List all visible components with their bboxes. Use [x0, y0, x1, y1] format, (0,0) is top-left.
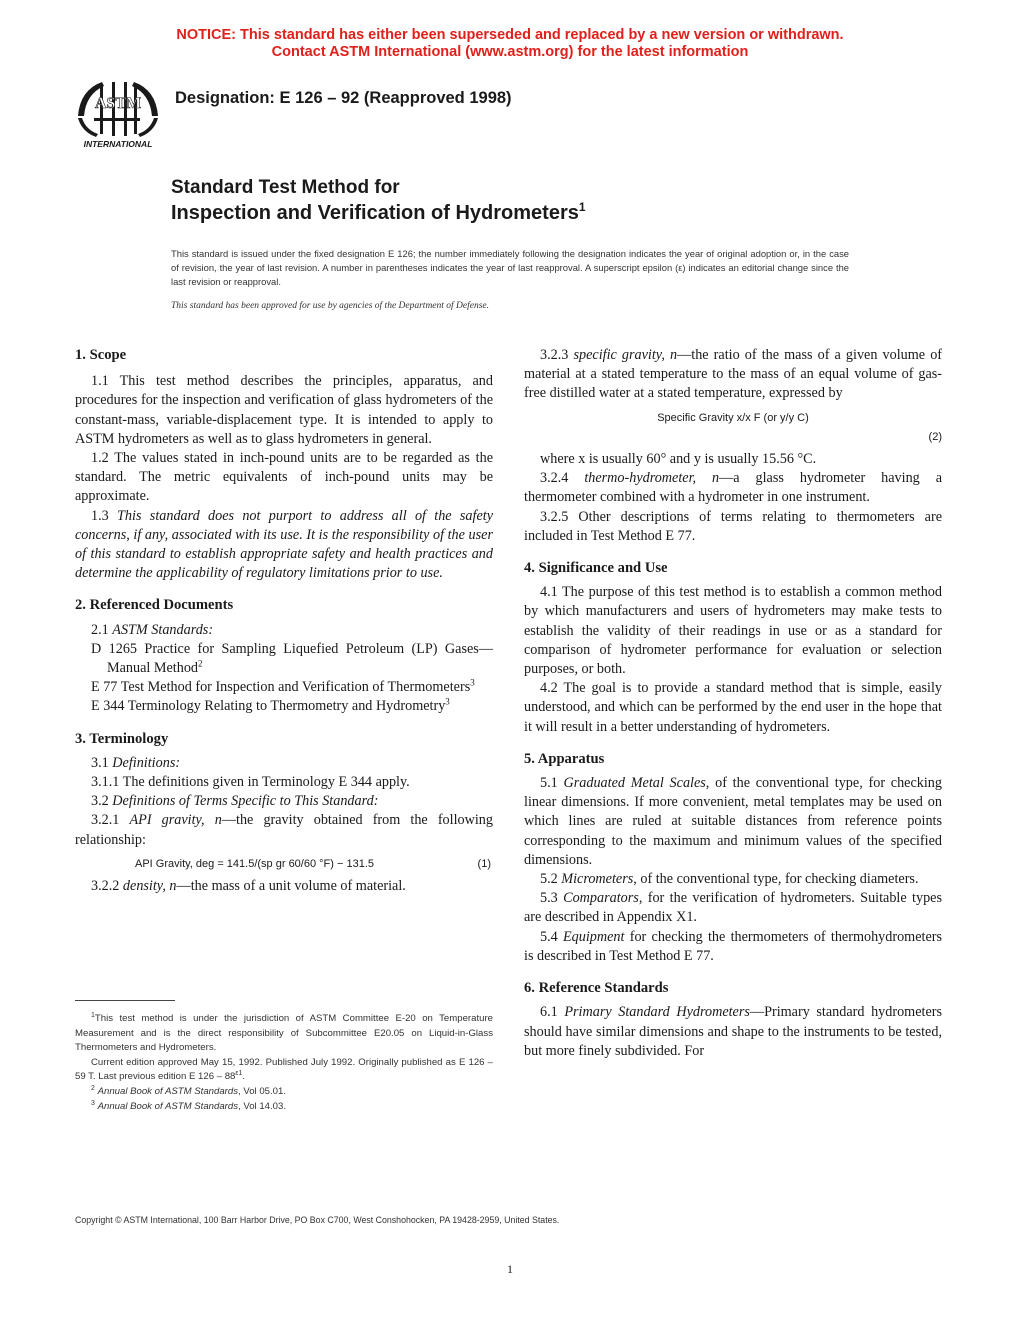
footnote-1-edition: Current edition approved May 15, 1992. Published July 1992. Originally published as E 126 – 59 T. Last previous edition E $126 - 88^{\varepsilon 1}$.	[75, 1056, 493, 1083]
footnote-3-mark: 3	[91, 1099, 95, 1107]
notice-line-1: NOTICE: This standard has either been superseded and replaced by a new version or withdrawn.	[176, 27, 844, 43]
para-3-2-3-term: specific gravity, n	[573, 347, 678, 363]
supersession-notice	[0, 27, 1020, 61]
para-3-2-3-text: —the ratio of the mass of a given volume of material at a stated temperature to the mass of an equal volume of gas-free distilled water at a stated temperature, expressed by	[524, 347, 943, 402]
equation-2: Specific Gravity x/x F (or y/y C)	[657, 411, 809, 424]
notice-line-2: Contact ASTM International (www.astm.org) for the latest information	[271, 44, 749, 60]
astm-logo-international: INTERNATIONAL	[83, 139, 153, 149]
para-6-1-term: Primary Standard Hydrometers	[564, 1004, 750, 1021]
para-5-1-num: 5.1	[540, 775, 558, 792]
para-5-4-term: Equipment	[563, 928, 625, 945]
para-5-4-text: for checking the thermometers of thermohydrometers is described in Test Method E 77.	[524, 928, 943, 964]
para-3-1-num: 3.1	[91, 754, 109, 771]
designation: Designation: E 126 – 92 (Reapproved 1998)	[175, 89, 512, 107]
para-5-4-num: 5.4	[540, 928, 558, 945]
para-5-1	[524, 774, 942, 870]
para-5-3	[524, 889, 942, 927]
para-5-2-term: Micrometers	[561, 871, 634, 888]
ref-d1265-text: D 1265 Practice for Sampling Liquefied Petroleum (LP) Gases—Manual Method	[91, 640, 493, 677]
dod-approval-note: This standard has been approved for use by agencies of the Department of Defense.	[171, 301, 490, 311]
section-3-heading: 3. Terminology	[75, 730, 169, 747]
para-3-2-4-num: 3.2.4	[540, 470, 569, 487]
footnote-1	[75, 1012, 493, 1056]
ref-d1265	[91, 640, 493, 678]
footnote-rule	[75, 1000, 175, 1001]
equation-1	[75, 855, 493, 874]
para-3-2-2-text: —the mass of a unit volume of material.	[176, 878, 406, 895]
para-5-3-num: 5.3	[540, 890, 558, 907]
para-5-2	[524, 870, 942, 889]
footnote-1-mark: 1	[91, 1011, 95, 1019]
para-3-1-1: 3.1.1 The definitions given in Terminology E 344 apply.	[91, 774, 410, 791]
para-6-1-num: 6.1	[540, 1004, 558, 1021]
section-1-heading: 1. Scope	[75, 347, 127, 363]
section-2-heading: 2. Referenced Documents	[75, 597, 234, 614]
para-3-2-2-term: density, n	[122, 878, 177, 895]
issuance-statement: This standard is issued under the fixed designation E 126; the number immediately following the designation indicates the year of original adoption or, in the case of revision, the year of last revision. A number in parentheses indicates the year of last reapproval. A superscript epsilon (ε) indicates an editorial change since the last revision or reapproval.	[171, 248, 849, 287]
ref-d1265-fn: 2	[198, 658, 203, 669]
ref-e77-fn: 3	[470, 677, 475, 688]
para-3-2-5: 3.2.5 Other descriptions of terms relating to thermometers are included in Test Method E 77.	[524, 508, 942, 544]
para-3-2-4-term: thermo-hydrometer, n	[584, 470, 720, 487]
footnote-1-edition-text: Current edition approved May 15, 1992. Published July 1992. Originally published as E 126 – 59 T. Last previous edition E 126 – 88	[75, 1056, 493, 1083]
footnote-1-epsilon: ε1	[235, 1070, 243, 1078]
para-6-1	[524, 1003, 942, 1061]
title-line-2	[171, 200, 586, 226]
para-3-2-1	[75, 811, 493, 849]
astm-logo	[72, 78, 164, 150]
para-2-1-num: 2.1	[91, 621, 109, 638]
footnote-3-vol: , Vol 14.03.	[238, 1100, 287, 1112]
para-1-2: 1.2 The values stated in inch-pound units are to be regarded as the standard. The metric equivalents of inch-pound units may be approximate.	[75, 450, 493, 505]
para-5-3-term: Comparators	[563, 890, 639, 907]
ref-e344-text: E 344 Terminology Relating to Thermometry and Hydrometry	[91, 698, 446, 715]
equation-1-text: API Gravity, deg = 141.5/(sp gr 60/60 °F) − 131.5	[135, 857, 374, 870]
para-3-2-3	[524, 346, 942, 404]
para-3-2-1-term: API gravity, n	[129, 812, 222, 829]
section-6-heading: 6. Reference Standards	[524, 980, 669, 997]
para-2-1-text: ASTM Standards:	[112, 621, 214, 638]
equation-2-number: (2)	[928, 430, 942, 443]
title-line-1: Standard Test Method for	[171, 177, 400, 198]
para-3-2-num: 3.2	[91, 793, 109, 810]
footnote-2-vol: , Vol 05.01.	[238, 1085, 287, 1097]
ref-e77-text: E 77 Test Method for Inspection and Verification of Thermometers	[91, 679, 471, 696]
left-column	[75, 346, 493, 896]
para-1-1: 1.1 This test method describes the principles, apparatus, and procedures for the inspection and verification of glass hydrometers of the constant-mass, variable-displacement type. It is intended to apply to ASTM hydrometers as well as to glass hydrometers in general.	[75, 373, 493, 447]
section-5-heading: 5. Apparatus	[524, 750, 605, 767]
para-1-3-num: 1.3	[91, 507, 109, 524]
para-5-4	[524, 928, 942, 966]
para-2-1	[75, 621, 493, 640]
para-3-2-4-text: —a glass hydrometer having a thermometer combined with a hydrometer in one instrument.	[524, 470, 942, 506]
page-number: 1	[507, 1262, 513, 1276]
footnotes	[75, 1012, 493, 1114]
copyright-line: Copyright © ASTM International, 100 Barr Harbor Drive, PO Box C700, West Conshohocken, PA 19428-2959, United States.	[75, 1215, 560, 1225]
para-5-1-text: , of the conventional type, for checking linear dimensions. If more convenient, metal templates may be used on which lines are ruled at suitable distances from reference points corresponding to the maximum and minimum values of the specified dimensions.	[524, 775, 942, 868]
para-where: where x is usually 60° and y is usually 15.56 °C.	[540, 451, 817, 468]
astm-logo-wordmark: ASTM	[94, 95, 142, 112]
footnote-3	[75, 1100, 493, 1115]
section-4-heading: 4. Significance and Use	[524, 560, 668, 577]
para-5-2-text: , of the conventional type, for checking diameters.	[633, 871, 919, 888]
footnote-3-book: Annual Book of ASTM Standards	[97, 1100, 239, 1112]
ref-e344-fn: 3	[445, 696, 450, 707]
para-3-2-2-num: 3.2.2	[91, 878, 120, 895]
para-5-1-term: Graduated Metal Scales	[563, 775, 706, 792]
para-3-2-text: Definitions of Terms Specific to This Standard:	[112, 793, 379, 810]
equation-1-number: (1)	[477, 857, 491, 870]
para-4-2: 4.2 The goal is to provide a standard method that is simple, easily understood, and which can be performed by the end user in the hope that it will result in a better understanding of hydrometers.	[524, 680, 942, 735]
ref-e77	[91, 678, 493, 697]
para-5-3-text: , for the verification of hydrometers. Suitable types are described in Appendix X1.	[524, 890, 943, 926]
para-6-1-text: —Primary standard hydrometers should have similar dimensions and shape to the instruments to be tested, but more finely subdivided. For	[524, 1004, 942, 1059]
right-column	[524, 346, 942, 1061]
title-line-2-text: Inspection and Verification of Hydrometers	[171, 202, 579, 224]
footnote-2-book: Annual Book of ASTM Standards	[97, 1085, 239, 1097]
para-3-2-3-num: 3.2.3	[540, 347, 569, 363]
footnote-1-text: This test method is under the jurisdiction of ASTM Committee E-20 on Temperature Measurement and is the direct responsibility of Subcommittee E20.05 on Liquid-in-Glass Thermometers and Hydrometers.	[75, 1013, 493, 1054]
ref-e344	[91, 697, 493, 716]
footnote-2	[75, 1085, 493, 1100]
para-4-1: 4.1 The purpose of this test method is to establish a common method by which manufacturers and users of hydrometers may make tests to establish the validity of their readings in use or as a standard for comparison of hydrometer performance for evaluation or selection purposes, or both.	[524, 584, 942, 678]
document-title	[171, 176, 586, 226]
para-1-3	[75, 507, 493, 584]
footnote-2-mark: 2	[91, 1084, 95, 1092]
para-3-1	[75, 754, 493, 773]
title-footnote-ref: 1	[578, 200, 586, 214]
para-5-2-num: 5.2	[540, 871, 558, 888]
para-3-2-1-text: —the gravity obtained from the following relationship:	[75, 812, 493, 848]
para-3-1-text: Definitions:	[112, 754, 181, 771]
para-3-2	[75, 792, 493, 811]
para-3-2-4	[524, 469, 942, 507]
para-3-2-2	[75, 877, 493, 896]
para-1-3-text: This standard does not purport to address all of the safety concerns, if any, associated with its use. It is the responsibility of the user of this standard to establish appropriate safety and health practices and determine the applicability of regulatory limitations prior to use.	[75, 507, 493, 582]
para-3-2-1-num: 3.2.1	[91, 812, 120, 829]
